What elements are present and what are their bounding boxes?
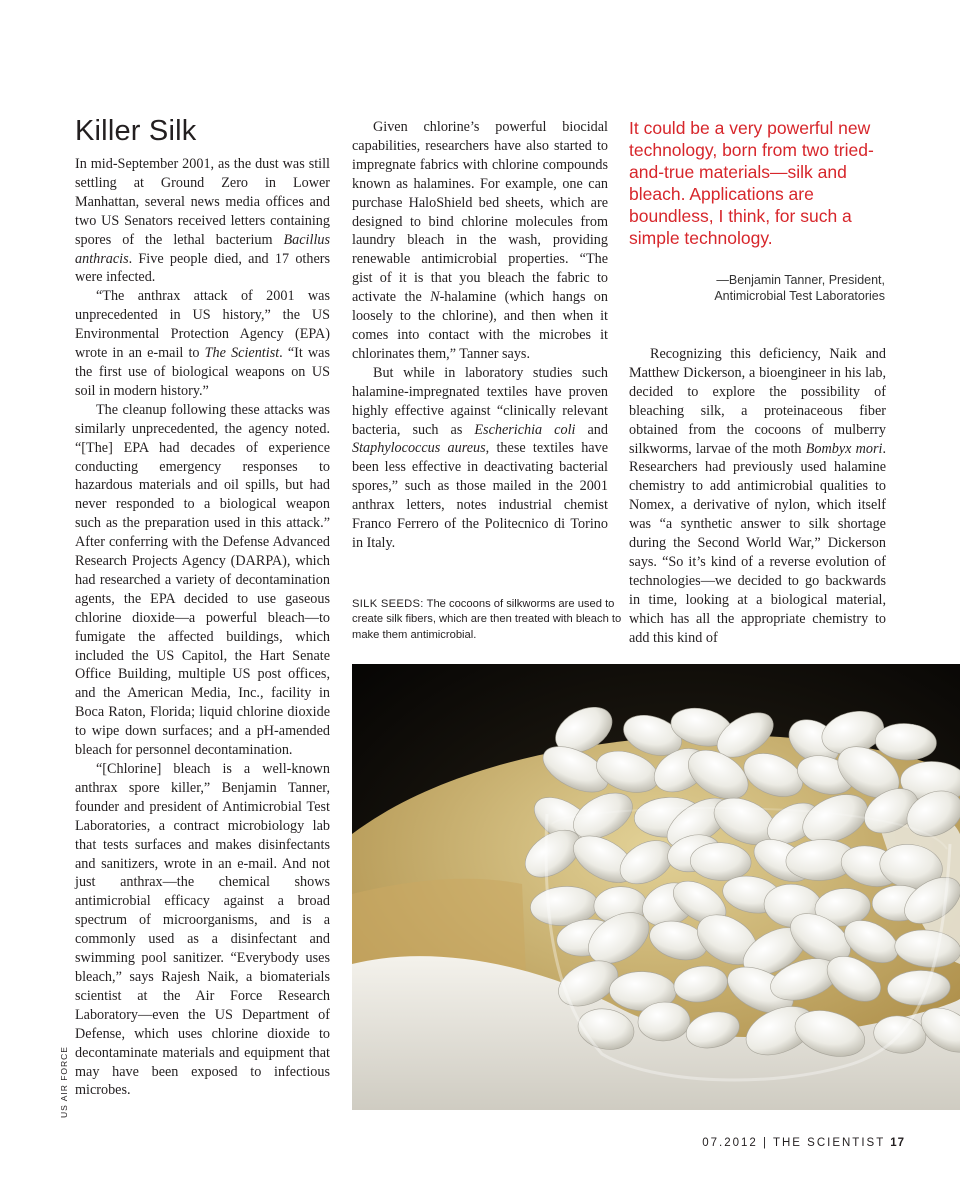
attribution-line: Antimicrobial Test Laboratories: [714, 288, 885, 303]
body-column-1: [75, 155, 330, 1100]
species-name: Bacillus anthracis: [75, 231, 330, 267]
issue-info: 07.2012 | THE SCIENTIST: [702, 1137, 891, 1149]
page-number: 17: [890, 1137, 905, 1149]
publication-name: The Scientist: [204, 345, 280, 362]
paragraph: The cleanup following these attacks was similarly unprecedented, the agency noted. “[The] EPA had decades of experience conducting emergency responses to hazardous materials and oil spills, but had never responded to a biological weapon such as the preparation used in this attack.” After conferring with the Defense Advanced Research Projects Agency (DARPA), which had researched a variety of decontamination agents, the EPA decided to use gaseous chlorine dioxide—a powerful bleach—to fumigate the affected buildings, which included the US Capitol, the Hart Senate Office Building, multiple US post offices, and the American Media, Inc., facility in Boca Raton, Florida; liquid chlorine dioxide to wipe down surfaces; and a pH-amended bleach for personnel decontamination.: [75, 401, 330, 759]
page-footer: [702, 1137, 905, 1149]
body-column-3: [629, 345, 886, 648]
caption-text: The cocoons of silkworms are used to create silk fibers, which are then treated with bleach to make them antimicrobial.: [352, 598, 622, 641]
silk-cocoons-photo: [352, 664, 960, 1110]
species-name: Bombyx mori: [805, 440, 883, 457]
cocoon-bowl-illustration: [352, 664, 960, 1110]
paragraph: “[Chlorine] bleach is a well-known anthrax spore killer,” Benjamin Tanner, founder and president of Antimicrobial Test Laboratories, a contract microbiology lab that tests surfaces and makes disinfectants and sanitizers, wrote in an e-mail. And not just anthrax—the chemical shows antimicrobial efficacy against a broad spectrum of microorganisms, and is a commonly used as a disinfectant and swimming pool sanitizer. “Everybody uses bleach,” says Rajesh Naik, a biomaterials scientist at the Air Force Research Laboratory—even the US Department of Defense, which uses chlorine dioxide to decontaminate materials and equipment that may have been exposed to infectious microbes.: [75, 761, 330, 1099]
italic-n: N: [430, 289, 440, 306]
pull-quote-attribution: [629, 273, 885, 304]
photo-caption: [352, 597, 622, 643]
article-headline: Killer Silk: [75, 115, 197, 147]
paragraph: “The anthrax attack of 2001 was unprecedented in US history,” the US Environmental Protection Agency (EPA) wrote in an e-mail to The Scientist. “It was the first use of biological weapons on US soil in modern history.”: [75, 288, 330, 399]
caption-label: SILK SEEDS:: [352, 598, 424, 610]
paragraph: In mid-September 2001, as the dust was still settling at Ground Zero in Lower Manhattan, several news media offices and two US Senators received letters containing spores of the lethal bacterium Bacillus anthracis. Five people died, and 17 others were infected.: [75, 156, 330, 286]
paragraph: But while in laboratory studies such halamine-impregnated textiles have proven highly effective against “clinically relevant bacteria, such as Escherichia coli and Staphylococcus aureus, these textiles have been less effective in deactivating bacterial spores,” such as those mailed in the 2001 anthrax letters, notes industrial chemist Franco Ferrero of the Politecnico di Torino in Italy.: [352, 364, 608, 551]
pull-quote: It could be a very powerful new technology, born from two tried-and-true materials—silk and bleach. Applications are boundless, I think, for such a simple technology.: [629, 118, 874, 248]
paragraph: Given chlorine’s powerful biocidal capabilities, researchers have also started to impregnate fabrics with chlorine compounds known as halamines. For example, one can purchase HaloShield bed sheets, which are designed to bind chlorine molecules from laundry bleach in the wash, providing renewable antimicrobial properties. “The gist of it is that you bleach the fabric to activate the N-halamine (which hangs on loosely to the chlorine), and then when it comes into contact with the microbes it chlorinates them,” Tanner says.: [352, 119, 608, 362]
species-name: Staphylococcus aureus: [352, 440, 486, 457]
photo-credit: US AIR FORCE: [59, 1046, 69, 1118]
species-name: Escherichia coli: [474, 421, 576, 438]
body-column-2: [352, 118, 608, 553]
attribution-line: —Benjamin Tanner, President,: [716, 273, 885, 287]
paragraph: Recognizing this deficiency, Naik and Matthew Dickerson, a bioengineer in his lab, decided to explore the possibility of bleaching silk, a proteinaceous fiber obtained from the cocoons of mulberry silkworms, larvae of the moth Bombyx mori. Researchers had previously used halamine chemistry to add antimicrobial qualities to Nomex, a derivative of nylon, which itself was “a synthetic answer to silk shortage during the Second World War,” Dickerson says. “So it’s kind of a reverse evolution of technologies—we decided to go backwards in time, looking at a biological material, which has all the appropriate chemistry to add this kind of: [629, 346, 886, 646]
